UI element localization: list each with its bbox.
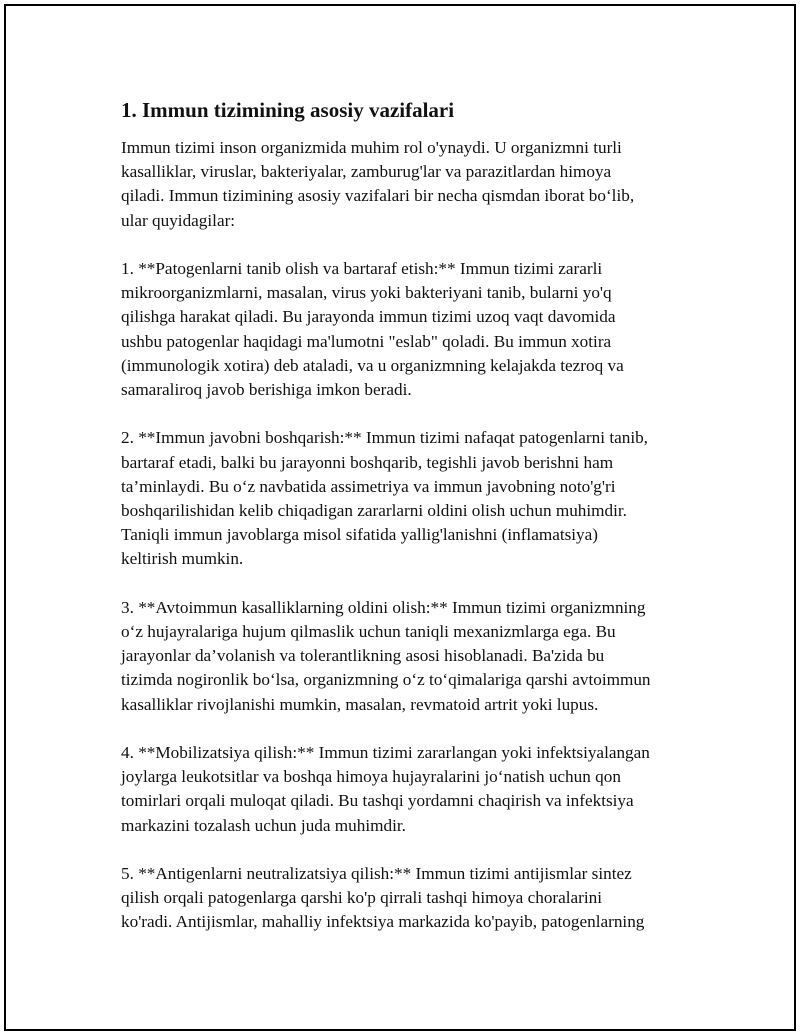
text-line: 4. **Mobilizatsiya qilish:** Immun tizimi zararlangan yoki infektsiyalangan (121, 743, 650, 763)
text-line: samaraliroq javob berishiga imkon beradi. (121, 380, 412, 400)
page-frame (4, 4, 796, 1031)
text-line: qiladi. Immun tizimining asosiy vazifalari bir necha qismdan iborat bo‘lib, (121, 186, 635, 206)
text-line: markazini tozalash uchun juda muhimdir. (121, 815, 406, 835)
text-line: ular quyidagilar: (121, 210, 236, 230)
document-body (119, 96, 699, 959)
section-heading: 1. Immun tizimining asosiy vazifalari (121, 98, 455, 122)
text-line: joylarga leukotsitlar va boshqa himoya hujayralarini jo‘natish uchun qon (121, 767, 621, 787)
list-item-paragraph-4 (121, 741, 699, 838)
text-line: jarayonlar da’volanish va tolerantlikning asosi hisoblanadi. Ba'zida bu (121, 646, 605, 666)
list-item-paragraph-1 (121, 257, 699, 402)
text-line: kasalliklar, viruslar, bakteriyalar, zamburug'lar va parazitlardan himoya (121, 162, 612, 182)
text-line: tomirlari orqali muloqat qiladi. Bu tashqi yordamni chaqirish va infektsiya (121, 791, 634, 811)
text-line: keltirish mumkin. (121, 549, 244, 569)
text-line: o‘z hujayralariga hujum qilmaslik uchun taniqli mexanizmlarga ega. Bu (121, 622, 616, 642)
text-line: ushbu patogenlar haqidagi ma'lumotni "eslab" qoladi. Bu immun xotira (121, 331, 612, 351)
text-line: 3. **Avtoimmun kasalliklarning oldini olish:** Immun tizimi organizmning (121, 597, 646, 617)
text-line: Taniqli immun javoblarga misol sifatida yallig'lanishni (inflamatsiya) (121, 525, 599, 545)
text-line: 5. **Antigenlarni neutralizatsiya qilish:** Immun tizimi antijismlar sintez (121, 864, 632, 884)
text-line: ta’minlaydi. Bu o‘z navbatida assimetriya va immun javobning noto'g'ri (121, 476, 616, 496)
text-line: mikroorganizmlarni, masalan, virus yoki bakteriyani tanib, bularni yo'q (121, 283, 612, 303)
text-line: kasalliklar rivojlanishi mumkin, masalan, revmatoid artrit yoki lupus. (121, 694, 599, 714)
text-line: ko'radi. Antijismlar, mahalliy infektsiya markazida ko'payib, patogenlarning (121, 912, 645, 932)
text-line: qilishga harakat qiladi. Bu jarayonda immun tizimi uzoq vaqt davomida (121, 307, 616, 327)
text-line: boshqarilishidan kelib chiqadigan zararlarni oldini olish uchun muhimdir. (121, 501, 627, 521)
list-item-paragraph-3 (121, 596, 699, 717)
text-line: bartaraf etadi, balki bu jarayonni boshqarib, tegishli javob berishni ham (121, 452, 614, 472)
text-line: 1. **Patogenlarni tanib olish va bartaraf etish:** Immun tizimi zararli (121, 259, 603, 278)
text-line: tizimda nogironlik bo‘lsa, organizmning o‘z to‘qimalariga qarshi avtoimmun (121, 670, 651, 690)
text-line: Immun tizimi inson organizmida muhim rol o'ynaydi. U organizmni turli (121, 138, 622, 157)
text-line: qilish orqali patogenlarga qarshi ko'p qirrali tashqi himoya choralarini (121, 888, 603, 908)
list-item-paragraph-2 (121, 426, 699, 571)
text-line: (immunologik xotira) deb ataladi, va u organizmning kelajakda tezroq va (121, 355, 624, 375)
list-item-paragraph-5 (121, 862, 699, 935)
intro-paragraph (121, 136, 699, 233)
text-line: 2. **Immun javobni boshqarish:** Immun tizimi nafaqat patogenlarni tanib, (121, 428, 648, 448)
